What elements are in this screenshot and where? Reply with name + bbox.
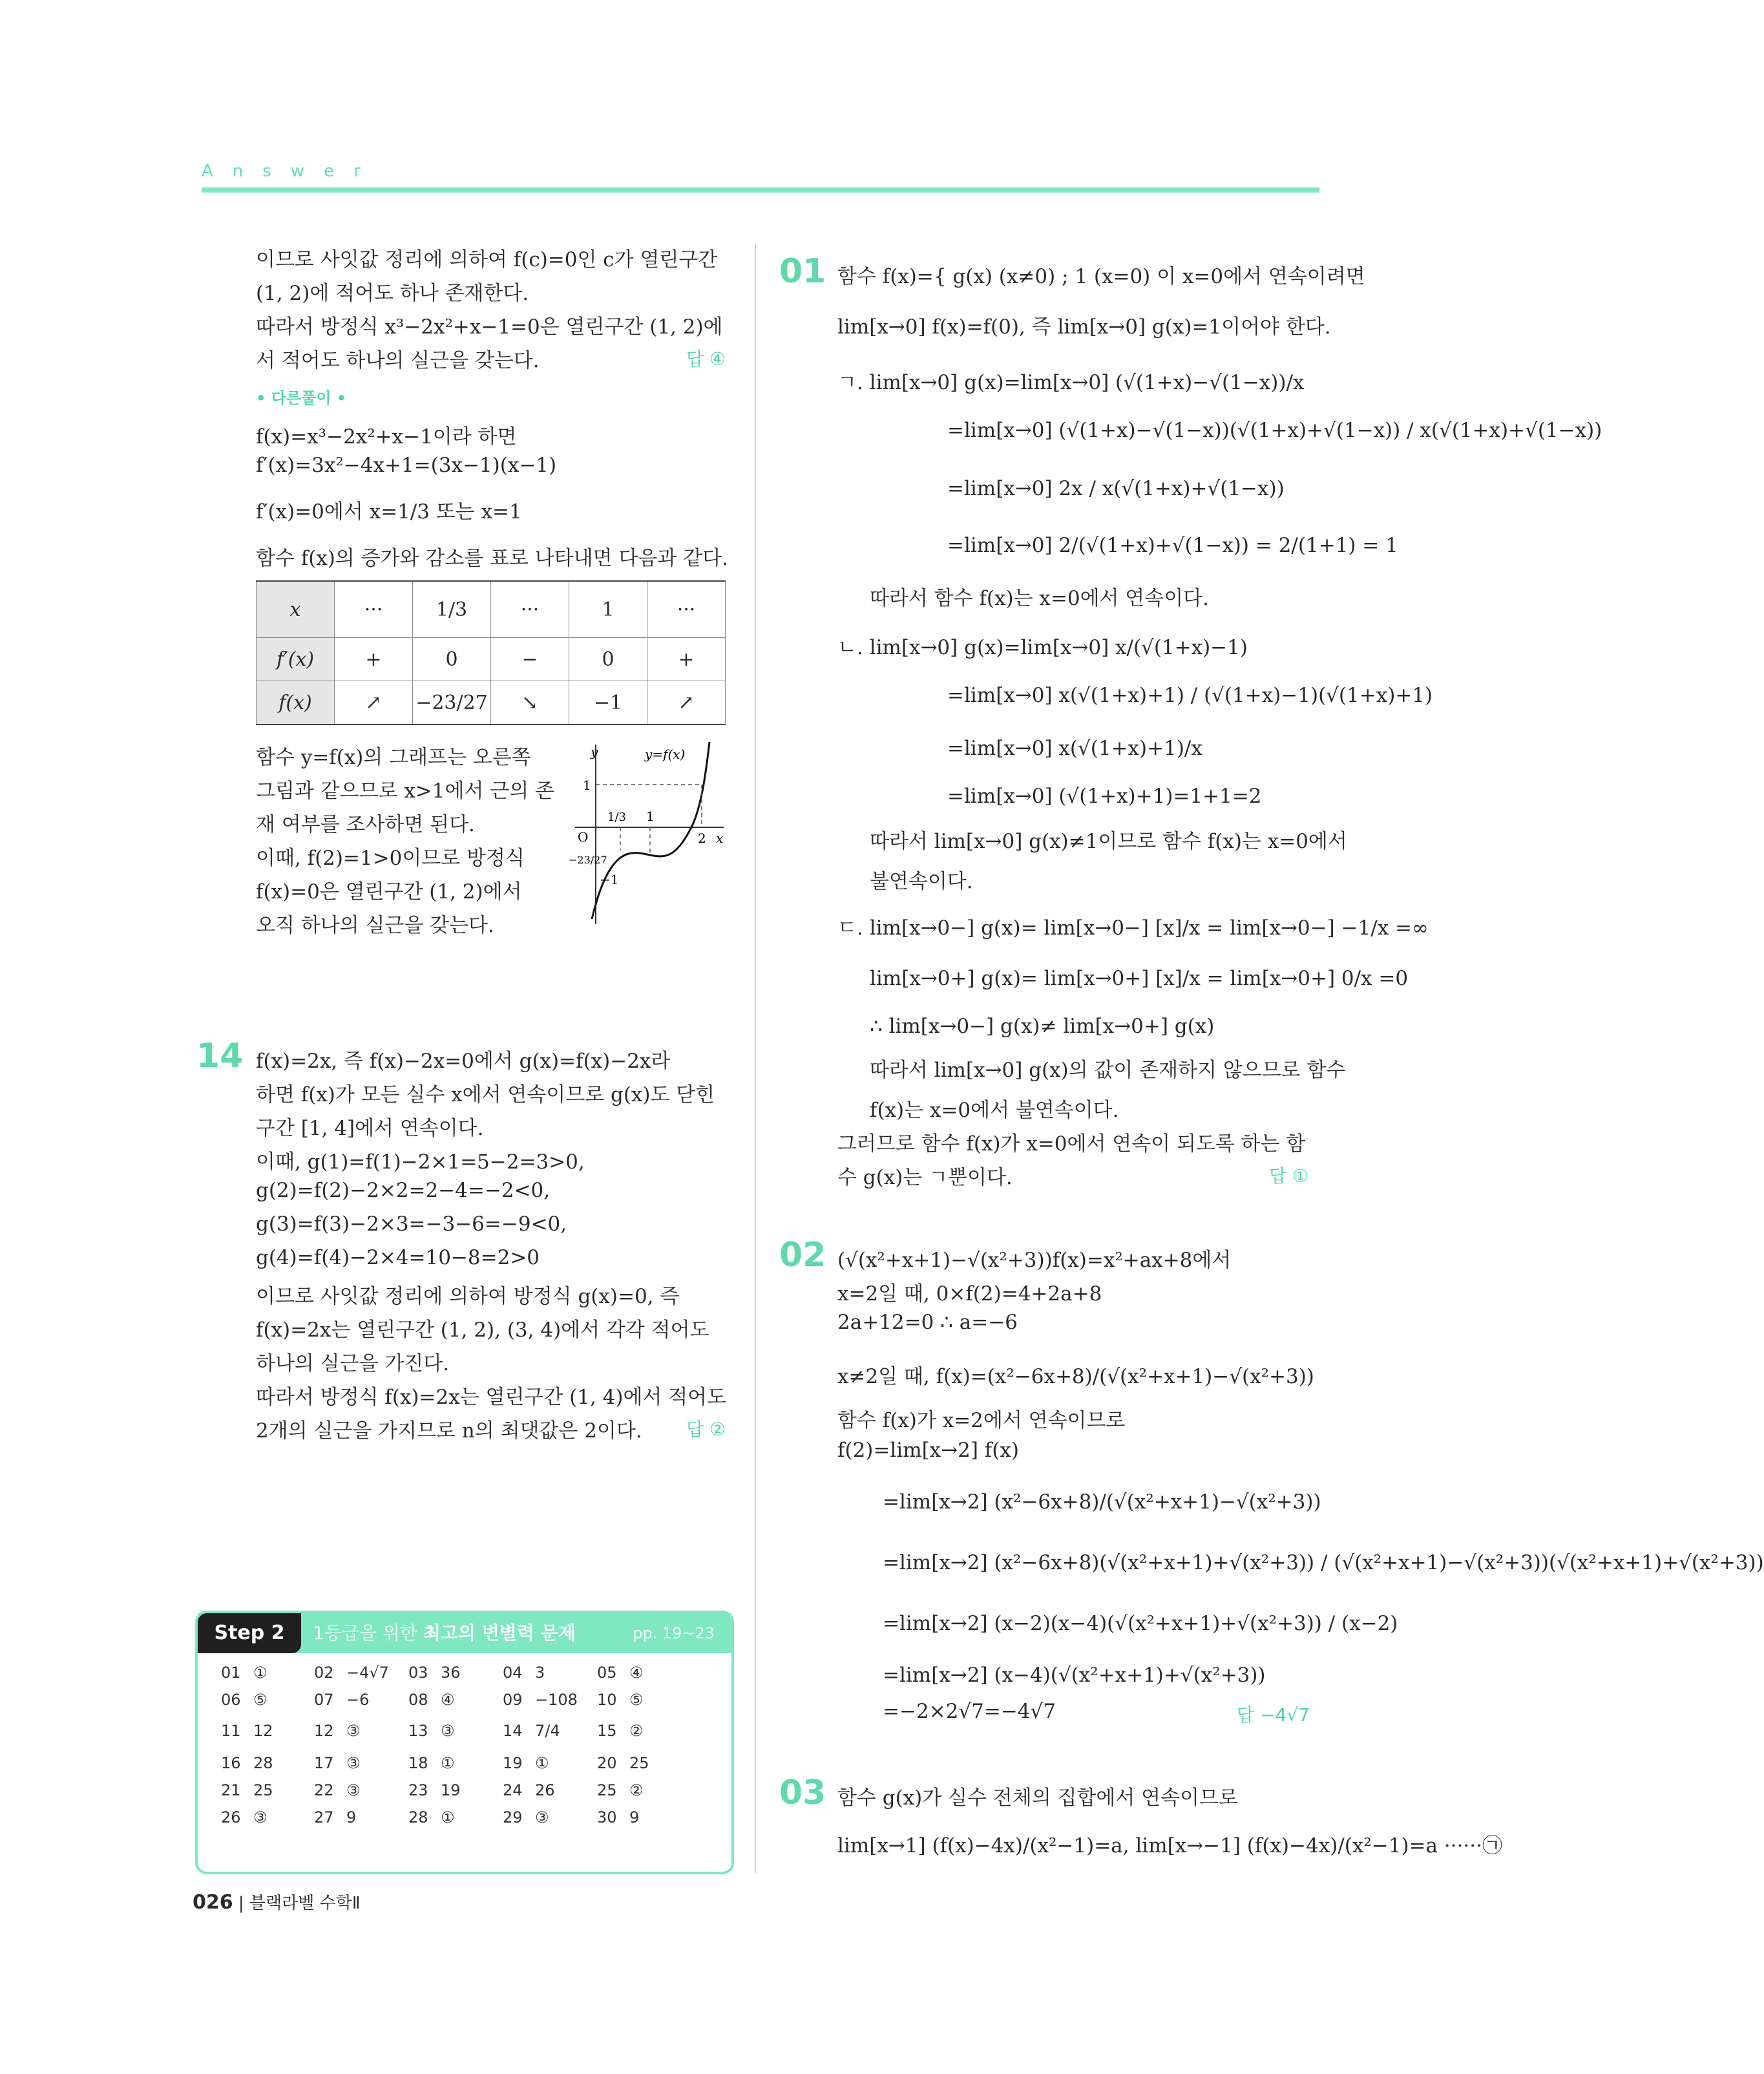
answer-number: 24 — [503, 1781, 523, 1799]
tick-label: 1 — [583, 778, 591, 793]
answer-number: 16 — [221, 1754, 241, 1772]
answer-value: 19 — [441, 1781, 461, 1799]
tick-label: −23/27 — [569, 854, 607, 866]
text-line: =lim[x→0] 2/(√(1+x)+√(1−x)) = 2/(1+1) = 1 — [947, 534, 1398, 557]
text-line: 함수 f(x)={ g(x) (x≠0) ; 1 (x=0) 이 x=0에서 연속이려면 — [837, 265, 1365, 288]
answer-number: 17 — [314, 1754, 334, 1772]
tick-label: −1 — [600, 872, 619, 887]
answer-cell — [408, 1754, 455, 1772]
answer-number: 13 — [408, 1722, 428, 1740]
text-line: x=2일 때, 0×f(2)=4+2a+8 — [837, 1282, 1102, 1306]
answer-cell — [597, 1664, 644, 1682]
step2-tag: Step 2 — [198, 1613, 301, 1653]
text-line: 이므로 사잇값 정리에 의하여 f(c)=0인 c가 열린구간 — [256, 248, 718, 271]
answer-value: ④ — [441, 1691, 455, 1709]
text-line: 따라서 방정식 x³−2x²+x−1=0은 열린구간 (1, 2)에 — [256, 315, 723, 339]
answer-number: 25 — [597, 1781, 617, 1799]
variation-table — [256, 580, 726, 725]
answer-number: 29 — [503, 1808, 523, 1826]
answer-number: 02 — [314, 1664, 334, 1682]
header-rule — [202, 187, 1319, 193]
answer-label: 답 ② — [686, 1419, 726, 1440]
answer-value: ⑤ — [629, 1691, 644, 1709]
text-line: =lim[x→2] (x²−6x+8)(√(x²+x+1)+√(x²+3)) / (√(x²+x+1)−√(x²+3))(√(x²+x+1)+√(x²+3)) — [883, 1551, 1764, 1574]
text-line: ㄱ. lim[x→0] g(x)=lim[x→0] (√(1+x)−√(1−x))/x — [837, 371, 1305, 394]
answer-number: 27 — [314, 1808, 334, 1826]
answer-value: 26 — [535, 1781, 555, 1799]
table-cell: + — [647, 638, 726, 681]
answer-value: 12 — [253, 1722, 273, 1740]
answer-number: 30 — [597, 1808, 617, 1826]
text-line: =lim[x→0] x(√(1+x)+1) / (√(1+x)−1)(√(1+x)+1) — [947, 684, 1433, 707]
text-line: f(x)=0은 열린구간 (1, 2)에서 — [256, 880, 522, 904]
answer-cell — [221, 1754, 273, 1772]
text-line: 이때, f(2)=1>0이므로 방정식 — [256, 847, 525, 870]
step2-header — [198, 1613, 731, 1653]
text-line: =lim[x→0] (√(1+x)−√(1−x))(√(1+x)+√(1−x)) / x(√(1+x)+√(1−x)) — [947, 419, 1602, 442]
text-line: f(2)=lim[x→2] f(x) — [837, 1439, 1019, 1462]
answer-value: −108 — [535, 1691, 578, 1709]
answer-value: ① — [253, 1664, 268, 1682]
answer-number: 14 — [503, 1722, 523, 1740]
answer-value: ④ — [629, 1664, 644, 1682]
table-cell: −1 — [569, 681, 647, 725]
answer-cell — [408, 1781, 461, 1799]
text-line: =−2×2√7=−4√7 — [883, 1700, 1056, 1723]
table-cell: 1 — [569, 581, 647, 638]
table-cell: ↗ — [647, 681, 726, 725]
text-line: =lim[x→2] (x−4)(√(x²+x+1)+√(x²+3)) — [883, 1664, 1266, 1687]
text-line: (1, 2)에 적어도 하나 존재한다. — [256, 282, 529, 305]
answer-cell — [597, 1781, 644, 1799]
table-cell: ↗ — [335, 681, 413, 725]
answer-cell — [221, 1691, 268, 1709]
answer-label: 답 ① — [1269, 1165, 1309, 1187]
answer-cell — [221, 1722, 273, 1740]
answer-value: ③ — [346, 1754, 361, 1772]
table-row — [257, 681, 726, 725]
table-cell: x — [257, 581, 335, 638]
answer-number: 05 — [597, 1664, 617, 1682]
text-line: =lim[x→0] x(√(1+x)+1)/x — [947, 737, 1202, 760]
axis-y-label: y — [591, 744, 598, 759]
text-line: 재 여부를 조사하면 된다. — [256, 813, 475, 836]
answer-number: 21 — [221, 1781, 241, 1799]
answer-value: −4√7 — [346, 1664, 389, 1682]
table-cell: ↘ — [491, 681, 569, 725]
page-footer — [193, 1890, 361, 1914]
table-cell: ··· — [491, 581, 569, 638]
text-line: 하면 f(x)가 모든 실수 x에서 연속이므로 g(x)도 닫힌 — [256, 1083, 715, 1106]
answer-cell — [503, 1781, 555, 1799]
answer-value: ③ — [441, 1722, 455, 1740]
text-line: f′(x)=3x²−4x+1=(3x−1)(x−1) — [256, 454, 557, 477]
answer-cell — [503, 1808, 549, 1826]
problem-number: 03 — [779, 1773, 826, 1812]
book-title: | 블랙라벨 수학Ⅱ — [238, 1894, 361, 1913]
text-line: 2a+12=0 ∴ a=−6 — [837, 1311, 1018, 1334]
table-cell: f′(x) — [257, 638, 335, 681]
step2-subtitle-pre: 1등급을 위한 — [313, 1622, 423, 1644]
answer-value: ③ — [535, 1808, 549, 1826]
text-line: g(2)=f(2)−2×2=2−4=−2<0, — [256, 1179, 551, 1202]
answer-cell — [597, 1722, 644, 1740]
answer-value: 36 — [441, 1664, 461, 1682]
curve-label: y=f(x) — [645, 746, 686, 762]
text-line: f′(x)=0에서 x=1/3 또는 x=1 — [256, 500, 522, 524]
answer-number: 04 — [503, 1664, 523, 1682]
table-cell: 0 — [569, 638, 647, 681]
answer-cell — [314, 1808, 356, 1826]
text-line: 수 g(x)는 ㄱ뿐이다. — [837, 1166, 1013, 1189]
answer-number: 11 — [221, 1722, 241, 1740]
answer-cell — [221, 1808, 268, 1826]
text-line: 오직 하나의 실근을 갖는다. — [256, 914, 494, 937]
answer-value: ① — [535, 1754, 549, 1772]
problem-number: 14 — [196, 1037, 244, 1075]
answer-number: 15 — [597, 1722, 617, 1740]
page-number: 026 — [193, 1891, 233, 1914]
answer-value: ③ — [253, 1808, 268, 1826]
text-line: 이므로 사잇값 정리에 의하여 방정식 g(x)=0, 즉 — [256, 1285, 680, 1308]
answer-cell — [408, 1691, 455, 1709]
answer-number: 07 — [314, 1691, 334, 1709]
answer-value: 9 — [346, 1808, 357, 1826]
answer-value: ② — [629, 1781, 644, 1799]
table-cell: −23/27 — [413, 681, 491, 725]
answer-cell — [408, 1722, 455, 1740]
answer-cell — [597, 1808, 639, 1826]
answer-cell — [597, 1754, 649, 1772]
answer-value: ③ — [346, 1781, 361, 1799]
answer-cell — [503, 1664, 545, 1682]
answer-cell — [221, 1781, 273, 1799]
answer-value: −6 — [346, 1691, 370, 1709]
tick-label: 1 — [646, 809, 655, 824]
answer-cell — [408, 1664, 461, 1682]
text-line: 불연속이다. — [870, 870, 973, 893]
text-line: 그림과 같으므로 x>1에서 근의 존 — [256, 779, 554, 803]
text-line: f(x)=x³−2x²+x−1이라 하면 — [256, 425, 517, 449]
answer-cell — [503, 1754, 549, 1772]
text-line: ㄴ. lim[x→0] g(x)=lim[x→0] x/(√(1+x)−1) — [837, 636, 1248, 659]
table-row — [257, 638, 726, 681]
tick-label: 1/3 — [607, 810, 626, 824]
table-cell: ··· — [335, 581, 413, 638]
table-cell: ··· — [647, 581, 726, 638]
cubic-graph-figure — [569, 737, 730, 924]
answer-value: 28 — [253, 1754, 273, 1772]
answer-number: 18 — [408, 1754, 428, 1772]
table-row — [257, 581, 726, 638]
answer-number: 01 — [221, 1664, 241, 1682]
answer-cell — [314, 1781, 361, 1799]
answer-value: ① — [441, 1808, 455, 1826]
answer-value: 25 — [629, 1754, 649, 1772]
text-line: =lim[x→2] (x−2)(x−4)(√(x²+x+1)+√(x²+3)) / (x−2) — [883, 1612, 1398, 1635]
text-line: 따라서 lim[x→0] g(x)의 값이 존재하지 않으므로 함수 — [870, 1059, 1346, 1082]
text-line: ∴ lim[x→0−] g(x)≠ lim[x→0+] g(x) — [870, 1015, 1215, 1038]
answer-value: 3 — [535, 1664, 545, 1682]
tick-label: 2 — [698, 831, 706, 846]
answer-cell — [314, 1754, 361, 1772]
answer-cell — [408, 1808, 455, 1826]
answer-cell — [314, 1722, 361, 1740]
text-line: 함수 g(x)가 실수 전체의 집합에서 연속이므로 — [837, 1786, 1238, 1810]
answer-number: 12 — [314, 1722, 334, 1740]
text-line: f(x)=2x, 즉 f(x)−2x=0에서 g(x)=f(x)−2x라 — [256, 1050, 671, 1073]
text-line: x≠2일 때, f(x)=(x²−6x+8)/(√(x²+x+1)−√(x²+3)) — [837, 1365, 1314, 1388]
axis-x-label: x — [716, 831, 724, 846]
answer-value: 9 — [629, 1808, 640, 1826]
text-line: 따라서 함수 f(x)는 x=0에서 연속이다. — [870, 587, 1209, 610]
text-line: (√(x²+x+1)−√(x²+3))f(x)=x²+ax+8에서 — [837, 1249, 1232, 1272]
text-line: 함수 f(x)가 x=2에서 연속이므로 — [837, 1409, 1126, 1432]
text-line: 구간 [1, 4]에서 연속이다. — [256, 1117, 484, 1140]
step2-answer-box — [195, 1611, 734, 1874]
answer-number: 28 — [408, 1808, 428, 1826]
answer-number: 23 — [408, 1781, 428, 1799]
table-cell: 0 — [413, 638, 491, 681]
header-answer-word: Answer — [202, 162, 380, 181]
step2-subtitle — [313, 1613, 576, 1653]
text-line: 함수 y=f(x)의 그래프는 오른쪽 — [256, 746, 531, 769]
problem-number: 01 — [779, 252, 826, 291]
text-line: 서 적어도 하나의 실근을 갖는다. — [256, 349, 540, 372]
answer-value: ① — [441, 1754, 455, 1772]
answer-number: 20 — [597, 1754, 617, 1772]
problem-number: 02 — [779, 1236, 826, 1275]
answer-number: 08 — [408, 1691, 428, 1709]
text-line: lim[x→1] (f(x)−4x)/(x²−1)=a, lim[x→−1] (f(x)−4x)/(x²−1)=a ······㉠ — [837, 1834, 1502, 1857]
table-cell: 1/3 — [413, 581, 491, 638]
answer-cell — [503, 1722, 560, 1740]
text-line: 그러므로 함수 f(x)가 x=0에서 연속이 되도록 하는 함 — [837, 1132, 1306, 1156]
text-line: =lim[x→0] (√(1+x)+1)=1+1=2 — [947, 785, 1262, 808]
text-line: =lim[x→0] 2x / x(√(1+x)+√(1−x)) — [947, 477, 1285, 500]
text-line: f(x)는 x=0에서 불연속이다. — [870, 1099, 1119, 1122]
text-line: f(x)=2x는 열린구간 (1, 2), (3, 4)에서 각각 적어도 — [256, 1318, 709, 1342]
text-line: lim[x→0+] g(x)= lim[x→0+] [x]/x = lim[x→0+] 0/x =0 — [870, 967, 1409, 990]
step2-subtitle-bold: 최고의 변별력 문제 — [423, 1622, 576, 1644]
text-line: g(3)=f(3)−2×3=−3−6=−9<0, — [256, 1212, 567, 1236]
answer-number: 03 — [408, 1664, 428, 1682]
answer-value: 7/4 — [535, 1722, 560, 1740]
answer-number: 26 — [221, 1808, 241, 1826]
answer-label: 답 −4√7 — [1237, 1704, 1310, 1726]
text-line: 이때, g(1)=f(1)−2×1=5−2=3>0, — [256, 1150, 585, 1174]
text-line: lim[x→0] f(x)=f(0), 즉 lim[x→0] g(x)=1이어야 한다. — [837, 315, 1331, 339]
answer-value: 25 — [253, 1781, 273, 1799]
answer-number: 09 — [503, 1691, 523, 1709]
answer-cell — [221, 1664, 268, 1682]
answer-value: ③ — [346, 1722, 361, 1740]
answer-cell — [314, 1664, 389, 1682]
text-line: 따라서 lim[x→0] g(x)≠1이므로 함수 f(x)는 x=0에서 — [870, 830, 1347, 853]
text-line: 하나의 실근을 가진다. — [256, 1352, 450, 1375]
text-line: =lim[x→2] (x²−6x+8)/(√(x²+x+1)−√(x²+3)) — [883, 1490, 1321, 1514]
origin-label: O — [578, 829, 589, 845]
answer-number: 19 — [503, 1754, 523, 1772]
answer-number: 10 — [597, 1691, 617, 1709]
answer-value: ② — [629, 1722, 644, 1740]
answer-cell — [503, 1691, 578, 1709]
text-line: 2개의 실근을 가지므로 n의 최댓값은 2이다. — [256, 1419, 642, 1443]
step2-pages: pp. 19~23 — [633, 1624, 715, 1642]
answer-number: 22 — [314, 1781, 334, 1799]
answer-value: ⑤ — [253, 1691, 268, 1709]
alt-solution-label: • 다른풀이 • — [256, 389, 347, 407]
column-divider — [755, 244, 756, 1873]
table-cell: − — [491, 638, 569, 681]
text-line: g(4)=f(4)−2×4=10−8=2>0 — [256, 1246, 540, 1269]
table-cell: f(x) — [257, 681, 335, 725]
text-line: 함수 f(x)의 증가와 감소를 표로 나타내면 다음과 같다. — [256, 547, 728, 570]
text-line: 따라서 방정식 f(x)=2x는 열린구간 (1, 4)에서 적어도 — [256, 1386, 727, 1409]
answer-cell — [314, 1691, 369, 1709]
answer-cell — [597, 1691, 644, 1709]
table-cell: + — [335, 638, 413, 681]
curve-path — [592, 742, 709, 919]
answer-label: 답 ④ — [686, 348, 726, 370]
text-line: ㄷ. lim[x→0−] g(x)= lim[x→0−] [x]/x = lim[x→0−] −1/x =∞ — [837, 916, 1429, 940]
answer-number: 06 — [221, 1691, 241, 1709]
